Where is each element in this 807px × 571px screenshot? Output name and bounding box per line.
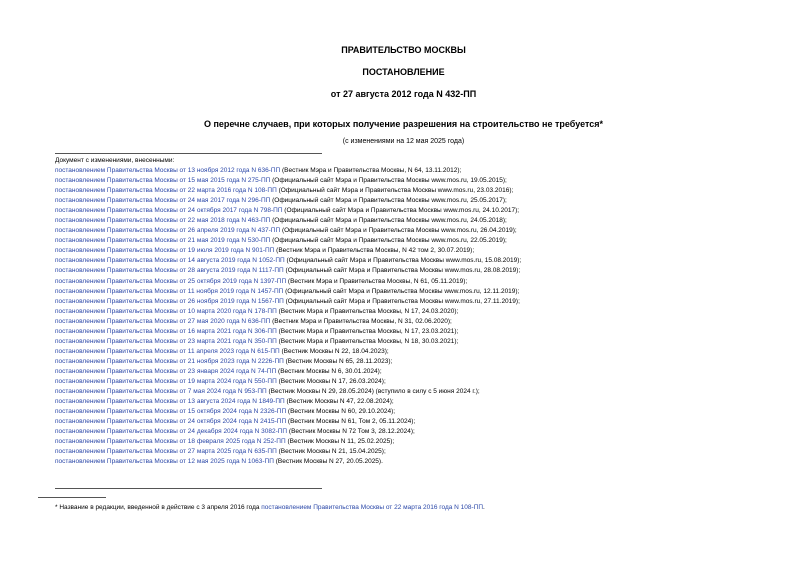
amendment-item	[55, 417, 521, 427]
amendment-item	[55, 277, 521, 287]
amendment-source: (Официальный сайт Мэра и Правительства Москвы www.mos.ru, 26.04.2019);	[280, 227, 517, 235]
amendment-source: (Вестник Мэра и Правительства Москвы, N 17, 24.03.2020);	[276, 307, 459, 315]
amendment-source: (Официальный сайт Мэра и Правительства Москвы www.mos.ru, 19.05.2015);	[270, 177, 507, 185]
amendment-link[interactable]: постановлением Правительства Москвы от 25 октября 2019 года N 1397-ПП	[55, 277, 287, 285]
amendment-link[interactable]: постановлением Правительства Москвы от 14 августа 2019 года N 1052-ПП	[55, 257, 285, 265]
amendment-source: (Вестник Мэра и Правительства Москвы, N 61, 05.11.2019);	[286, 277, 468, 285]
amendment-link[interactable]: постановлением Правительства Москвы от 13 ноября 2012 года N 636-ПП	[55, 167, 281, 174]
amendment-item	[55, 387, 521, 397]
amendment-source: (Официальный сайт Мэра и Правительства Москвы www.mos.ru, 23.03.2016);	[276, 187, 514, 195]
amendment-source: (Официальный сайт Мэра и Правительства Москвы www.mos.ru, 24.10.2017);	[282, 207, 520, 215]
amendment-item	[55, 397, 521, 407]
amendment-link[interactable]: постановлением Правительства Москвы от 21 ноября 2023 года N 2226-ПП	[55, 357, 284, 365]
document-type: ПОСТАНОВЛЕНИЕ	[362, 67, 445, 77]
amendment-source: (Вестник Мэра и Правительства Москвы, N 31, 02.06.2020);	[270, 317, 452, 325]
amendment-source: (Вестник Москвы N 6, 30.01.2024);	[276, 367, 382, 375]
amendment-link[interactable]: постановлением Правительства Москвы от 22 марта 2016 года N 108-ПП	[55, 187, 277, 195]
amendment-item	[55, 367, 521, 377]
amendment-link[interactable]: постановлением Правительства Москвы от 15 мая 2015 года N 275-ПП	[55, 177, 271, 185]
amendment-item	[55, 166, 521, 176]
amendment-item	[55, 457, 521, 467]
amendment-item	[55, 266, 521, 276]
amendment-link[interactable]: постановлением Правительства Москвы от 27 марта 2025 года N 635-ПП	[55, 448, 277, 456]
amendment-source: (Официальный сайт Мэра и Правительства Москвы www.mos.ru, 24.05.2018);	[270, 217, 507, 225]
amendment-source: (Вестник Москвы N 17, 26.03.2024);	[276, 377, 386, 385]
amendment-link[interactable]: постановлением Правительства Москвы от 22 мая 2018 года N 463-ПП	[55, 217, 271, 225]
amendment-item	[55, 287, 521, 297]
amendment-source: (Вестник Мэра и Правительства Москвы, N 42 том 2, 30.07.2019);	[274, 247, 475, 255]
footnote-text: * Название в редакции, введенной в действие с 3 апреля 2016 года	[55, 504, 262, 511]
top-divider	[55, 153, 322, 154]
amendment-link[interactable]: постановлением Правительства Москвы от 24 декабря 2024 года N 3082-ПП	[55, 428, 288, 436]
amendment-source: (Вестник Москвы N 29, 28.05.2024) (вступило в силу с 5 июня 2024 г.);	[266, 388, 480, 396]
amendment-item	[55, 427, 521, 437]
amendment-item	[55, 347, 521, 357]
amendment-item	[55, 236, 521, 246]
amendment-item	[55, 357, 521, 367]
amendment-item	[55, 196, 521, 206]
amendment-link[interactable]: постановлением Правительства Москвы от 24 октября 2017 года N 798-ПП	[55, 207, 283, 215]
amendment-link[interactable]: постановлением Правительства Москвы от 26 апреля 2019 года N 437-ПП	[55, 227, 281, 235]
amendment-item	[55, 226, 521, 236]
amendment-item	[55, 216, 521, 226]
amendment-link[interactable]: постановлением Правительства Москвы от 7 мая 2024 года N 953-ПП	[55, 388, 267, 396]
amendment-link[interactable]: постановлением Правительства Москвы от 19 марта 2024 года N 550-ПП	[55, 377, 277, 385]
amendment-source: (Вестник Москвы N 27, 20.05.2025).	[273, 458, 383, 466]
amendment-link[interactable]: постановлением Правительства Москвы от 24 октября 2024 года N 2415-ПП	[55, 418, 287, 426]
amendment-link[interactable]: постановлением Правительства Москвы от 16 марта 2021 года N 306-ПП	[55, 327, 277, 335]
footnote-link[interactable]: постановлением Правительства Москвы от 22 марта 2016 года N 108-ПП	[261, 504, 484, 511]
amendment-item	[55, 256, 521, 266]
amendment-source: (Вестник Москвы N 11, 25.02.2025);	[285, 438, 395, 446]
amendment-source: (Официальный сайт Мэра и Правительства Москвы www.mos.ru, 25.05.2017);	[270, 197, 507, 205]
amendment-source: (Вестник Москвы N 60, 29.10.2024);	[286, 408, 396, 416]
amendment-item	[55, 176, 521, 186]
amendment-source: (Вестник Мэра и Правительства Москвы, N 18, 30.03.2021);	[276, 337, 459, 345]
amendment-item	[55, 447, 521, 457]
edition-note: (с изменениями на 12 мая 2025 года)	[342, 138, 465, 145]
amendment-link[interactable]: постановлением Правительства Москвы от 13 августа 2024 года N 1849-ПП	[55, 398, 285, 406]
amendments-list	[55, 166, 521, 467]
amendment-link[interactable]: постановлением Правительства Москвы от 10 марта 2020 года N 178-ПП	[55, 307, 277, 315]
footnote-divider	[38, 497, 106, 498]
amendment-item	[55, 297, 521, 307]
amendment-source: (Официальный сайт Мэра и Правительства Москвы www.mos.ru, 15.08.2019);	[284, 257, 522, 265]
amendment-link[interactable]: постановлением Правительства Москвы от 23 марта 2021 года N 350-ПП	[55, 337, 277, 345]
amendment-link[interactable]: постановлением Правительства Москвы от 28 августа 2019 года N 1117-ПП	[55, 267, 284, 275]
amendment-item	[55, 186, 521, 196]
amendment-item	[55, 246, 521, 256]
amendment-source: (Вестник Мэра и Правительства Москвы, N 64, 13.11.2012);	[280, 167, 462, 174]
amendment-source: (Вестник Москвы N 21, 15.04.2025);	[276, 448, 386, 456]
amendment-item	[55, 337, 521, 347]
amendment-link[interactable]: постановлением Правительства Москвы от 24 мая 2017 года N 296-ПП	[55, 197, 271, 205]
amendment-link[interactable]: постановлением Правительства Москвы от 18 февраля 2025 года N 252-ПП	[55, 438, 286, 446]
amendment-link[interactable]: постановлением Правительства Москвы от 23 января 2024 года N 74-ПП	[55, 367, 277, 375]
document-date-number: от 27 августа 2012 года N 432-ПП	[330, 89, 477, 99]
amendments-header: Документ с изменениями, внесенными:	[55, 157, 175, 164]
amendment-link[interactable]: постановлением Правительства Москвы от 15 октября 2024 года N 2326-ПП	[55, 408, 287, 416]
amendment-item	[55, 407, 521, 417]
amendment-source: (Вестник Москвы N 65, 28.11.2023);	[283, 357, 393, 365]
amendment-source: (Официальный сайт Мэра и Правительства Москвы www.mos.ru, 12.11.2019);	[283, 287, 520, 295]
footnote	[55, 503, 485, 513]
amendment-item	[55, 377, 521, 387]
amendment-source: (Официальный сайт Мэра и Правительства Москвы www.mos.ru, 28.08.2019);	[283, 267, 521, 275]
amendment-item	[55, 206, 521, 216]
amendment-link[interactable]: постановлением Правительства Москвы от 11 ноября 2019 года N 1457-ПП	[55, 287, 284, 295]
footnote-end: .	[483, 504, 485, 511]
bottom-divider	[55, 488, 322, 489]
government-name: ПРАВИТЕЛЬСТВО МОСКВЫ	[341, 45, 466, 55]
amendment-item	[55, 327, 521, 337]
amendment-item	[55, 437, 521, 447]
amendment-link[interactable]: постановлением Правительства Москвы от 27 мая 2020 года N 636-ПП	[55, 317, 271, 325]
amendment-source: (Вестник Москвы N 61, Том 2, 05.11.2024);	[286, 418, 416, 426]
amendment-source: (Вестник Москвы N 72 Том 3, 28.12.2024);	[287, 428, 415, 436]
document-title: О перечне случаев, при которых получение разрешения на строительство не требуется*	[203, 119, 604, 129]
amendment-item	[55, 307, 521, 317]
amendment-source: (Вестник Москвы N 47, 22.08.2024);	[284, 398, 394, 406]
amendment-item	[55, 317, 521, 327]
amendment-source: (Официальный сайт Мэра и Правительства Москвы www.mos.ru, 27.11.2019);	[283, 297, 520, 305]
amendment-link[interactable]: постановлением Правительства Москвы от 21 мая 2019 года N 530-ПП	[55, 237, 271, 245]
amendment-source: (Официальный сайт Мэра и Правительства Москвы www.mos.ru, 22.05.2019);	[270, 237, 507, 245]
amendment-link[interactable]: постановлением Правительства Москвы от 26 ноября 2019 года N 1567-ПП	[55, 297, 284, 305]
amendment-link[interactable]: постановлением Правительства Москвы от 19 июля 2019 года N 901-ПП	[55, 247, 275, 255]
amendment-source: (Вестник Мэра и Правительства Москвы, N 17, 23.03.2021);	[276, 327, 459, 335]
amendment-source: (Вестник Москвы N 22, 18.04.2023);	[279, 347, 389, 355]
amendment-link[interactable]: постановлением Правительства Москвы от 11 апреля 2023 года N 615-ПП	[55, 347, 280, 355]
amendment-link[interactable]: постановлением Правительства Москвы от 12 мая 2025 года N 1063-ПП	[55, 458, 274, 466]
